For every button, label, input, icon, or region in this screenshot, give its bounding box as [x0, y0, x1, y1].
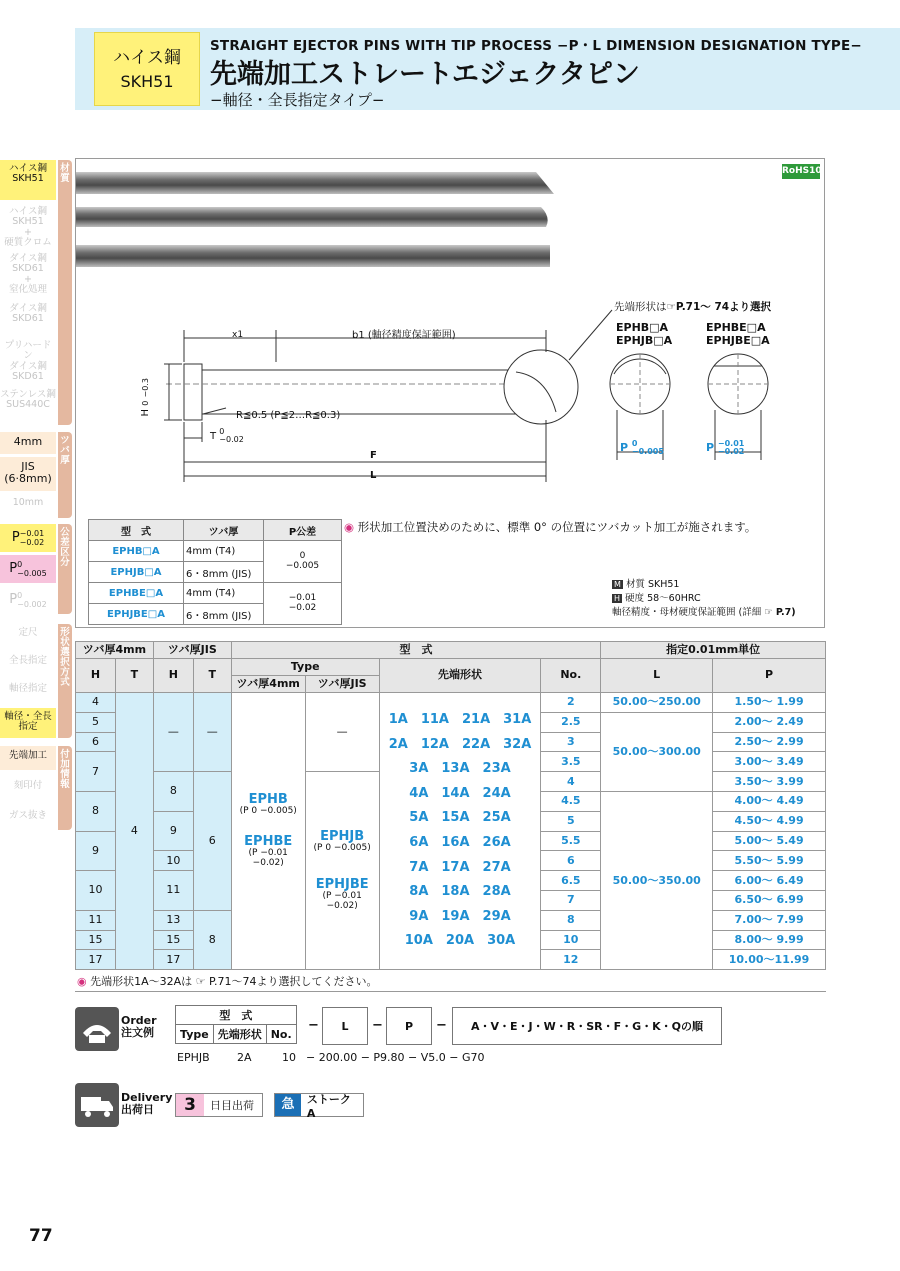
product-photo	[76, 159, 824, 285]
table-footnote-text: 先端形状1A〜32Aは	[90, 975, 193, 988]
order-example-type: EPHJB	[177, 1051, 210, 1064]
cell-p: 2.00〜 2.49	[713, 712, 826, 732]
tip-shape-row: 2A 12A 22A 32A	[388, 736, 532, 752]
tip-shape-ref-page[interactable]: P.71〜 74より選択	[675, 301, 772, 313]
order-th-no: No.	[266, 1025, 296, 1044]
sidebar-item-method[interactable]: 定尺	[18, 627, 38, 638]
sidebar-item-material[interactable]: ハイス鋼 SKH51	[0, 160, 56, 200]
th-t: T	[115, 659, 153, 693]
order-options-box: A・V・E・J・W・R・SR・F・G・K・Qの順	[452, 1007, 722, 1045]
sidebar-item-extra[interactable]: 刻印付	[13, 780, 43, 791]
tol-value-b: −0.02	[288, 602, 317, 613]
th-p: P	[713, 659, 826, 693]
cell-p: 8.00〜 9.99	[713, 930, 826, 950]
spec-block	[612, 578, 796, 619]
type-ephb: EPHB	[248, 791, 288, 807]
order-example-tip: 2A	[237, 1051, 252, 1064]
material-badge-jp: ハイス鋼	[113, 48, 181, 68]
view2-tol	[706, 440, 744, 456]
cell-p: 6.00〜 6.49	[713, 871, 826, 891]
tol-type: EPHJBE□A	[89, 604, 184, 625]
spec-table	[75, 641, 826, 970]
cell-p: 3.00〜 3.49	[713, 752, 826, 772]
view1-label-2: EPHJB□A	[616, 334, 673, 348]
delivery-label-en: Delivery	[121, 1091, 173, 1104]
cell-h4: 5	[76, 712, 116, 732]
cell-h4: 4	[76, 693, 116, 713]
sidebar-item-method[interactable]: 全長指定	[8, 655, 47, 666]
dim-t	[210, 428, 244, 444]
title-english: STRAIGHT EJECTOR PINS WITH TIP PROCESS −P・L DIMENSION DESIGNATION TYPE−	[210, 38, 862, 54]
order-example-rest: − 200.00 − P9.80 − V5.0 − G70	[306, 1051, 485, 1064]
tol-collar: 4mm (T4)	[184, 583, 264, 604]
spec-range-page[interactable]: P.7)	[775, 606, 796, 618]
cell-h4: 7	[76, 752, 116, 792]
order-sep: −	[308, 1018, 319, 1033]
dim-t-sub: −0.02	[219, 435, 244, 444]
tol-value	[264, 583, 342, 625]
sidebar-tab-tolerance: 公 差 区 分	[58, 524, 72, 614]
order-l-box: L	[322, 1007, 368, 1045]
tip-shape-row: 5A 15A 25A	[409, 810, 511, 826]
order-th-type: Type	[176, 1025, 214, 1044]
view1-tol-sub: −0.005	[631, 447, 664, 456]
cell-h-jis: 13	[153, 910, 193, 930]
cell-no: 6	[541, 851, 601, 871]
tol-limits: 0 −0.002	[17, 591, 47, 609]
view1-tol-sup: 0	[631, 439, 638, 448]
view2-tol-main: P	[706, 441, 715, 454]
cell-no: 3	[541, 732, 601, 752]
page-title: 先端加工ストレートエジェクタピン	[210, 59, 640, 90]
cell-no: 2.5	[541, 712, 601, 732]
view2-tol-sup: −0.01	[717, 439, 745, 448]
tol-main: P	[11, 529, 20, 545]
tip-shape-row: 7A 17A 27A	[409, 859, 511, 875]
cell-p: 5.50〜 5.99	[713, 851, 826, 871]
cell-type-jis-none: —	[305, 693, 379, 772]
cell-l: 50.00〜350.00	[601, 791, 713, 969]
sidebar-item-tolerance[interactable]	[0, 524, 56, 552]
cell-type-4mm	[231, 693, 305, 970]
tip-shape-row: 10A 20A 30A	[404, 933, 516, 949]
page-ref-icon: ☞	[764, 606, 773, 618]
dim-h-sup: 0	[141, 400, 150, 406]
cell-h4: 6	[76, 732, 116, 752]
view2-tol-sub: −0.02	[717, 447, 745, 456]
cell-no: 8	[541, 910, 601, 930]
cell-p: 10.00〜11.99	[713, 950, 826, 970]
sidebar-item-collar[interactable]: 10mm	[12, 497, 44, 508]
th-type-en: Type	[231, 659, 379, 676]
tip-shape-row: 6A 16A 26A	[409, 835, 511, 851]
tol-value	[264, 541, 342, 583]
sidebar-item-tolerance[interactable]	[0, 586, 56, 614]
cell-h-jis: 9	[153, 811, 193, 851]
page-number: 77	[29, 1226, 53, 1246]
cell-h4: 15	[76, 930, 116, 950]
table-footnote	[77, 973, 377, 989]
tip-shape-row: 1A 11A 21A 31A	[388, 712, 532, 728]
order-label-jp: 注文例	[121, 1026, 154, 1040]
th-type: 型 式	[231, 642, 601, 659]
cell-no: 10	[541, 930, 601, 950]
order-format-table	[175, 1005, 297, 1044]
cell-p: 4.50〜 4.99	[713, 811, 826, 831]
cell-t-jis: 6	[193, 772, 231, 911]
tol-value-a: 0	[299, 550, 306, 561]
cell-no: 2	[541, 693, 601, 713]
order-example-no: 10	[282, 1051, 296, 1064]
dim-h-main: H	[140, 408, 151, 417]
tol-limits: −0.01 −0.02	[19, 529, 45, 547]
dim-r: R≦0.5 (P≦2…R≦0.3)	[236, 410, 341, 421]
table-footnote-page[interactable]: P.71〜74より選択してください。	[209, 975, 378, 988]
dim-l: L	[370, 470, 377, 481]
tol-collar: 6・8mm (JIS)	[184, 604, 264, 625]
sidebar-item-collar[interactable]: 4mm	[0, 432, 56, 454]
material-icon: M	[614, 580, 621, 589]
sidebar-item-material[interactable]: ダイス鋼 SKD61 + 窒化処理	[8, 253, 47, 296]
cell-h4: 9	[76, 831, 116, 871]
type-ephjbe-tol: (P −0.01 −0.02)	[322, 891, 362, 911]
sidebar-item-material[interactable]: ハイス鋼 SKH51 + 硬質クロム	[4, 206, 52, 249]
material-badge	[94, 32, 200, 106]
cell-h4: 10	[76, 871, 116, 911]
th-collarjis: ツバ厚JIS	[153, 642, 231, 659]
truck-icon	[75, 1083, 119, 1127]
order-p-box: P	[386, 1007, 432, 1045]
cell-t4: 4	[115, 693, 153, 970]
tip-shape-row: 9A 19A 29A	[409, 908, 511, 924]
th-type-tjis: ツバ厚JIS	[305, 676, 379, 693]
sidebar-tab-method: 形 状 選 択 方 式	[58, 624, 72, 738]
cell-h-jis: 11	[153, 871, 193, 911]
cell-p: 3.50〜 3.99	[713, 772, 826, 792]
cell-h-jis-none: —	[153, 693, 193, 772]
spec-hardness-text: 硬度 58〜60HRC	[625, 592, 701, 604]
spec-material	[612, 578, 796, 592]
phone-icon	[75, 1007, 119, 1051]
view1-tol-main: P	[620, 441, 629, 454]
tip-shape-row: 4A 14A 24A	[409, 785, 511, 801]
spec-range-text: 軸径精度・母材硬度保証範囲 (詳細	[612, 606, 762, 618]
tol-th-collar: ツバ厚	[184, 520, 264, 541]
tol-type: EPHJB□A	[89, 562, 184, 583]
tip-shape-row: 8A 18A 28A	[409, 884, 511, 900]
tip-shape-ref-text: 先端形状は	[614, 301, 667, 313]
th-unit: 指定0.01mm単位	[601, 642, 826, 659]
delivery-days-box	[175, 1093, 263, 1117]
th-type-t4: ツバ厚4mm	[231, 676, 305, 693]
view1-tol	[620, 440, 664, 456]
cell-tip-shapes	[379, 693, 541, 970]
spec-hardness	[612, 592, 796, 606]
spec-range	[612, 606, 796, 620]
cell-h-jis: 17	[153, 950, 193, 970]
dim-f: F	[370, 450, 377, 461]
hardness-icon: H	[614, 593, 621, 603]
cell-h4: 8	[76, 791, 116, 831]
material-badge-code: SKH51	[120, 72, 174, 91]
th-t-jis: T	[193, 659, 231, 693]
sidebar-item-method[interactable]: 軸径・全長 指定	[0, 708, 56, 738]
type-ephjbe: EPHJBE	[315, 876, 369, 892]
divider	[75, 991, 826, 992]
cell-h4: 17	[76, 950, 116, 970]
express-icon: 急	[275, 1094, 301, 1116]
delivery-label	[121, 1092, 172, 1116]
dim-t-main: T	[210, 431, 217, 442]
cell-l: 50.00〜300.00	[601, 712, 713, 791]
cell-p: 1.50〜 1.99	[713, 693, 826, 713]
tol-th-type: 型 式	[89, 520, 184, 541]
type-ephjb: EPHJB	[320, 828, 365, 844]
cell-h4: 11	[76, 910, 116, 930]
cell-no: 4.5	[541, 791, 601, 811]
tol-limits: 0 −0.005	[17, 560, 47, 578]
cut-note-text: 形状加工位置決めのために、標準 0° の位置にツバカット加工が施されます。	[357, 520, 757, 534]
cell-p: 6.50〜 6.99	[713, 890, 826, 910]
cut-note	[344, 519, 756, 535]
th-tip: 先端形状	[379, 659, 541, 693]
cell-p: 4.00〜 4.49	[713, 791, 826, 811]
order-th-type-group: 型 式	[176, 1006, 297, 1025]
order-sep: −	[372, 1018, 383, 1033]
pins-photo-illustration	[76, 159, 824, 285]
delivery-label-jp: 出荷日	[121, 1103, 154, 1117]
sidebar-item-material[interactable]: ステンレス鋼 SUS440C	[0, 389, 56, 411]
type-ephbe: EPHBE	[244, 834, 293, 850]
page-ref-icon: ☞	[195, 975, 206, 988]
cell-no: 5	[541, 811, 601, 831]
dim-t-sup: 0	[219, 427, 225, 436]
tol-th-p: P公差	[264, 520, 342, 541]
cell-h-jis: 10	[153, 851, 193, 871]
tip-shape-ref	[614, 299, 771, 314]
order-example	[177, 1051, 485, 1064]
express-box	[274, 1092, 364, 1120]
view1-labels	[616, 321, 672, 347]
sidebar-item-method[interactable]: 軸径指定	[8, 683, 47, 694]
delivery-days-label: 日目出荷	[210, 1099, 254, 1112]
sidebar-tab-material: 材 質	[58, 160, 72, 425]
tol-collar: 4mm (T4)	[184, 541, 264, 562]
page-ref-icon: ☞	[666, 301, 676, 313]
cell-no: 3.5	[541, 752, 601, 772]
tol-main: P	[9, 560, 18, 576]
cell-h-jis: 15	[153, 930, 193, 950]
sidebar-tab-collar: ツ バ 厚	[58, 432, 72, 518]
spec-material-text: 材質 SKH51	[625, 579, 680, 590]
cell-type-jis	[305, 772, 379, 970]
cell-h-jis: 8	[153, 772, 193, 812]
th-collar4: ツバ厚4mm	[76, 642, 154, 659]
tolerance-table	[88, 519, 342, 625]
view2-label-2: EPHJBE□A	[706, 334, 770, 348]
cell-no: 4	[541, 772, 601, 792]
view2-label-1: EPHBE□A	[706, 321, 766, 334]
cell-p: 7.00〜 7.99	[713, 910, 826, 930]
cell-no: 12	[541, 950, 601, 970]
note-icon: ◉	[344, 520, 355, 534]
order-label	[121, 1015, 157, 1039]
cell-no: 5.5	[541, 831, 601, 851]
order-label-en: Order	[121, 1014, 157, 1027]
rohs-badge: RoHS10	[782, 164, 820, 179]
tol-value-a: −0.01	[288, 592, 317, 603]
tol-main: P	[9, 591, 18, 607]
order-th-tip: 先端形状	[213, 1025, 266, 1044]
page-subtitle: −軸径・全長指定タイプ−	[210, 91, 385, 109]
tol-collar: 6・8mm (JIS)	[184, 562, 264, 583]
sidebar-tab-extra: 付 加 情 報	[58, 746, 72, 830]
tol-value-b: −0.005	[285, 560, 320, 571]
cell-t-jis-2: 8	[193, 910, 231, 969]
view1-label-1: EPHB□A	[616, 321, 669, 334]
dim-h-sub: −0.3	[141, 378, 150, 398]
delivery-days: 3	[176, 1094, 204, 1116]
dim-b1: b1 (軸径精度保証範囲)	[352, 330, 456, 341]
sidebar-item-extra[interactable]: 先端加工	[0, 746, 56, 770]
cell-no: 6.5	[541, 871, 601, 891]
table-row	[76, 693, 826, 713]
sidebar-item-collar[interactable]: JIS (6·8mm)	[0, 457, 56, 491]
express-label: ストーク A	[306, 1092, 351, 1120]
dim-x1: x1	[232, 330, 244, 340]
cell-no: 7	[541, 890, 601, 910]
cell-l: 50.00〜250.00	[601, 693, 713, 713]
tol-type: EPHBE□A	[89, 583, 184, 604]
cell-p: 5.00〜 5.49	[713, 831, 826, 851]
sidebar-item-extra[interactable]: ガス抜き	[8, 810, 47, 821]
th-h: H	[76, 659, 116, 693]
type-ephbe-tol: (P −0.01 −0.02)	[248, 848, 288, 869]
dim-h	[140, 378, 151, 416]
sidebar-item-material[interactable]: プリハードン ダイス鋼 SKD61	[4, 340, 52, 383]
sidebar-item-tolerance[interactable]	[0, 555, 56, 583]
sidebar-item-material[interactable]: ダイス鋼 SKD61	[9, 303, 47, 325]
type-ephjb-tol: (P 0 −0.005)	[313, 842, 371, 853]
cell-t-jis-none: —	[193, 693, 231, 772]
th-l: L	[601, 659, 713, 693]
order-sep: −	[436, 1018, 447, 1033]
tol-type: EPHB□A	[89, 541, 184, 562]
type-ephb-tol: (P 0 −0.005)	[239, 806, 297, 817]
note-icon: ◉	[77, 975, 87, 988]
cell-p: 2.50〜 2.99	[713, 732, 826, 752]
th-no: No.	[541, 659, 601, 693]
tip-shape-row: 3A 13A 23A	[409, 761, 511, 777]
th-h-jis: H	[153, 659, 193, 693]
view2-labels	[706, 321, 770, 347]
